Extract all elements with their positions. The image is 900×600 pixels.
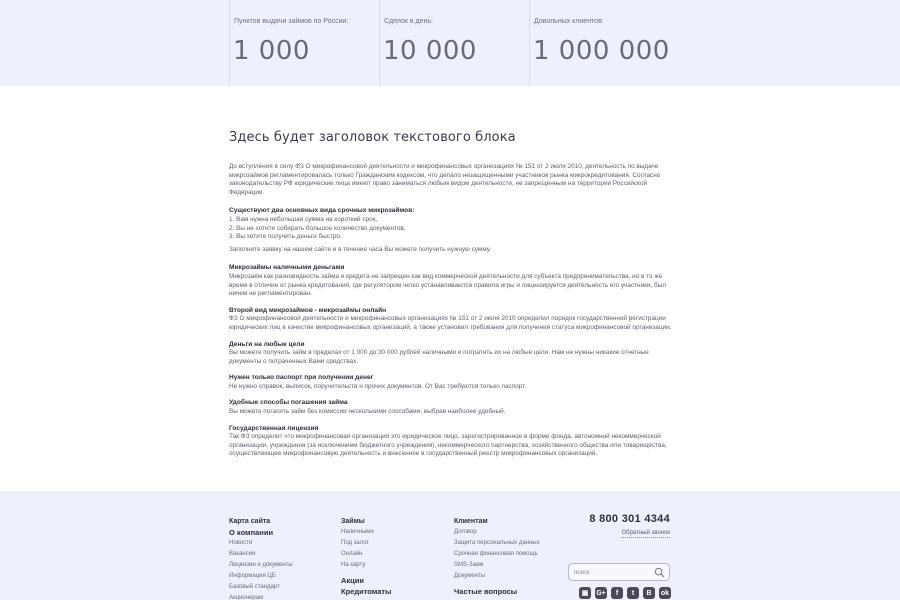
section-text: Так ФЗ определит что микрофинансовая организация это юридическое лицо, зарегистрированное в форме фонда, автономной некоммерческой организации, учреждения (за исключением бюджетного учреждения), некоммерческого партнерства, хозяйственного общества или товарищества, осуществляющее микрофинансовую деятельность и внесенное в государственный реестр микрофинансовых организаций.: [229, 433, 667, 458]
stat-value: 1 000: [233, 36, 310, 66]
stat-label: Довольных клиентов:: [534, 18, 604, 25]
section-title: Государственная лицензия: [229, 424, 319, 432]
list-item: 1. Вам нужна небольшая сумма на короткий срок,: [229, 215, 378, 223]
section-text: Вы можете получить займ в пределах от 1 000 до 30 000 рублей наличными и потратить их на любые цели. Нам не нужны никакие отчетные документы о потраченных Вами средствах.: [229, 349, 649, 365]
section-text: ФЗ О микрофинансовой деятельности и микрофинансовых организациях № 151 от 2 июля 2010 определил порядок государственной регистрации юридических лиц в качестве микрофинансовых организаций, а также установил требования для получения статуса микрофинансовой организации.: [229, 315, 672, 331]
section-repayment: [229, 399, 674, 416]
callback-link[interactable]: Обратный звонок: [621, 530, 670, 536]
phone-number[interactable]: 8 800 301 4344: [589, 513, 670, 525]
stat-label: Пунктов выдачи займов по России:: [234, 18, 349, 25]
footer: [0, 491, 900, 600]
odnoklassniki-icon[interactable]: ok: [659, 587, 671, 599]
section-license: [229, 425, 674, 459]
social-links: [579, 587, 671, 599]
footer-link-online[interactable]: Онлайн: [341, 551, 363, 557]
stats-band: [0, 0, 900, 86]
footer-link-base-standard[interactable]: Базовый стандарт: [229, 584, 280, 590]
list-item: 2. Вы не хотите собирать большое количество документов,: [229, 224, 406, 232]
footer-link-loans[interactable]: Займы: [341, 518, 365, 525]
footer-link-collateral[interactable]: Под залог: [341, 540, 369, 546]
footer-col-clients: [454, 516, 540, 597]
section-title: Деньги на любые цели: [229, 340, 305, 348]
section-any-purpose: [229, 341, 674, 367]
stat-deals: [379, 0, 529, 86]
section-title: Нужен только паспорт при получении денег: [229, 374, 374, 382]
search-input[interactable]: [574, 568, 654, 577]
stat-clients: [529, 0, 689, 86]
section-title: Удобные способы погашения займа: [229, 399, 348, 407]
google-plus-icon[interactable]: G+: [595, 587, 607, 599]
footer-link-shareholders[interactable]: Акционерам: [229, 595, 264, 600]
footer-link-cb-info[interactable]: Информация ЦБ: [229, 573, 276, 579]
footer-link-contract[interactable]: Договор: [454, 529, 477, 535]
section-text: Не нужно справок, выписок, поручительств и прочих документов. От Вас требуются только паспорт.: [229, 382, 527, 390]
footer-link-about[interactable]: О компании: [229, 528, 274, 537]
footer-col-company: [229, 516, 293, 600]
footer-link-vacancies[interactable]: Вакансии: [229, 551, 256, 557]
footer-link-promo[interactable]: Акции: [341, 576, 365, 585]
section-title: Существуют два основных вида срочных микрозаймов:: [229, 207, 415, 215]
section-text: Микрозаём как разновидность займа и кредита не запрещен как вид коммерческой деятельности для субъекта предпринимательства, но в то же время в отличие от рынка кредитования, где регулятором четко устанавливаются правила игры и лицензируется деятельность его участники, был ничем не регламентирован.: [229, 272, 667, 298]
page-title: Здесь будет заголовок текстового блока: [229, 130, 516, 145]
footer-link-sitemap[interactable]: Карта сайта: [229, 518, 271, 525]
list-item: 3. Вы хотите получить деньги быстро.: [229, 233, 342, 241]
footer-link-news[interactable]: Новости: [229, 540, 253, 546]
section-title: Второй вид микрозаймов - микрозаймы онлайн: [229, 306, 387, 314]
vk-icon[interactable]: B: [643, 587, 655, 599]
footer-link-cash[interactable]: Наличными: [341, 529, 374, 535]
section-text: Вы можете погасить займ без комиссии несколькими способами, выбрав наиболее удобный.: [229, 408, 506, 416]
text-block: [229, 130, 674, 467]
footer-link-sms-loan[interactable]: SMS-Заем: [454, 562, 484, 568]
footer-link-documents[interactable]: Документы: [454, 573, 485, 579]
note-paragraph: Заполните заявку на нашем сайте и в течение часа Вы можете получить нужную сумму.: [229, 245, 492, 253]
stat-points: [229, 0, 379, 86]
footer-link-clients[interactable]: Клиентам: [454, 518, 488, 525]
footer-link-privacy[interactable]: Защита персональных данных: [454, 540, 540, 546]
section-passport: [229, 374, 674, 391]
facebook-icon[interactable]: f: [611, 587, 623, 599]
footer-link-to-card[interactable]: На карту: [341, 562, 366, 568]
section-online: [229, 307, 674, 333]
section-cash: [229, 264, 674, 298]
stat-value: 10 000: [383, 36, 477, 66]
twitter-icon[interactable]: t: [627, 587, 639, 599]
stat-value: 1 000 000: [533, 36, 670, 66]
footer-link-atms[interactable]: Кредитоматы: [341, 587, 392, 596]
section-title: Микрозаймы наличными деньгами: [229, 264, 345, 272]
footer-link-faq[interactable]: Частые вопросы: [454, 587, 518, 596]
stat-label: Сделок в день:: [384, 18, 433, 25]
footer-link-urgent-help[interactable]: Срочная финансовая помощь: [454, 551, 538, 557]
footer-link-licenses[interactable]: Лицензии и документы: [229, 562, 293, 568]
search-icon[interactable]: [654, 567, 665, 578]
search-box: [568, 563, 670, 581]
footer-col-loans: [341, 516, 391, 597]
youtube-icon[interactable]: ▣: [579, 587, 591, 599]
intro-paragraph: До вступления в силу ФЗ О микрофинансовой деятельности и микрофинансовых организациях № 151 от 2 июля 2010, деятельность по выдаче микрозаймов регламентировалась только Гражданским кодексом, что делало незащищенными участников рынка микрокредитования. Согласно законодательству РФ юридические лица имеют право заниматься любым видом деятельности, не запрещенным на территории Российской Федерации.: [229, 163, 661, 196]
loan-types: [229, 207, 674, 241]
